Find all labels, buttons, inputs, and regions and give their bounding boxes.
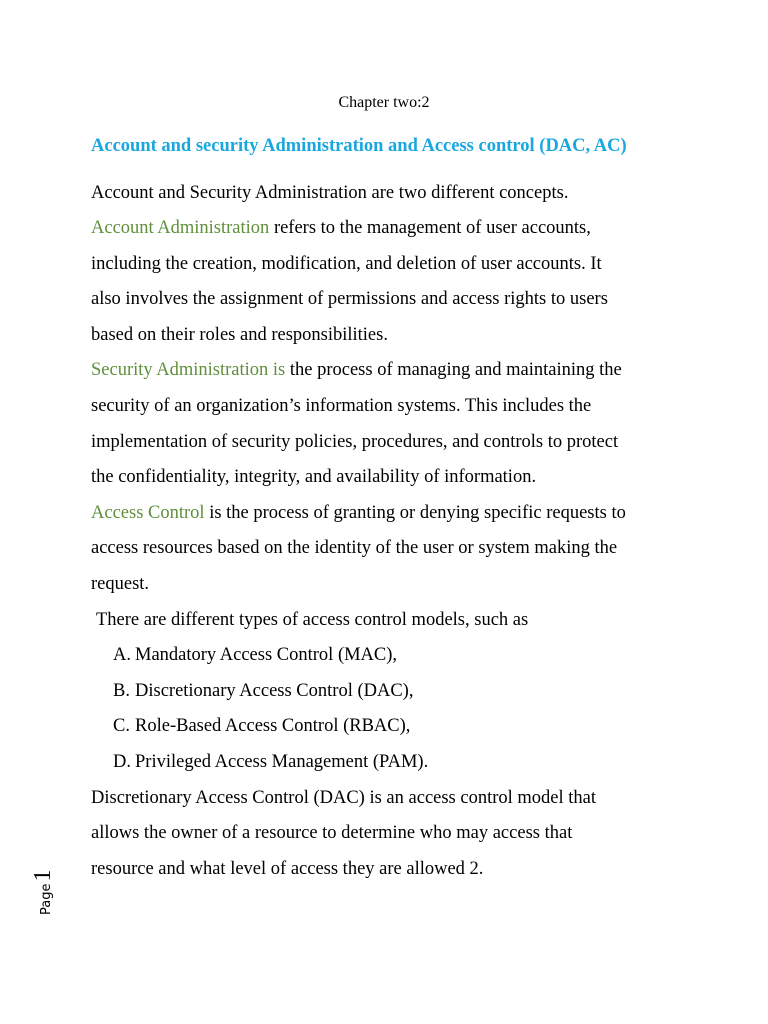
list-letter: B. [113, 680, 130, 701]
account-admin-line-4: based on their roles and responsibilities. [91, 324, 388, 345]
account-admin-line-3: also involves the assignment of permissions and access rights to users [91, 289, 608, 310]
security-admin-line-2: security of an organization’s information systems. This includes the [91, 396, 592, 417]
list-letter: D. [113, 752, 131, 772]
page-number-value: 1 [30, 869, 56, 882]
security-admin-text: the process of managing and maintaining the [285, 360, 622, 381]
account-admin-line-2: including the creation, modification, and deletion of user accounts. It [91, 253, 602, 274]
body-text [91, 176, 691, 888]
dac-line-2: allows the owner of a resource to determine who may access that [91, 823, 573, 844]
list-text: Privileged Access Management (PAM). [135, 752, 429, 772]
dac-line-3: resource and what level of access they are allowed 2. [91, 858, 484, 879]
list-item [91, 674, 691, 710]
dac-line-1: Discretionary Access Control (DAC) is an access control model that [91, 787, 597, 808]
access-control-line-2: access resources based on the identity of the user or system making the [91, 538, 618, 559]
page-number [30, 870, 57, 915]
list-letter: C. [113, 716, 130, 737]
access-control-line-1 [91, 496, 691, 532]
security-admin-line-4: the confidentiality, integrity, and availability of information. [91, 467, 537, 488]
chapter-title: Chapter two:2 [338, 94, 430, 111]
list-text: Discretionary Access Control (DAC), [135, 680, 414, 701]
models-intro: There are different types of access control models, such as [96, 609, 529, 630]
list-item [91, 638, 691, 674]
page-label: Page [39, 883, 54, 915]
list-item [91, 745, 691, 781]
account-admin-term: Account Administration [91, 218, 270, 239]
access-control-text: is the process of granting or denying specific requests to [204, 502, 626, 523]
security-admin-line-1 [91, 353, 691, 389]
security-admin-line-3: implementation of security policies, procedures, and controls to protect [91, 431, 619, 452]
list-text: Role-Based Access Control (RBAC), [135, 716, 411, 737]
security-admin-term: Security Administration is [91, 360, 286, 381]
account-admin-text: refers to the management of user accounts, [269, 218, 591, 239]
intro-line: Account and Security Administration are two different concepts. [91, 182, 569, 203]
list-item [91, 709, 691, 745]
list-letter: A. [113, 645, 131, 666]
account-admin-line-1 [91, 211, 691, 247]
access-control-term: Access Control [91, 502, 205, 523]
access-control-line-3: request. [91, 574, 150, 595]
section-heading: Account and security Administration and Access control (DAC, AC) [91, 136, 627, 156]
list-text: Mandatory Access Control (MAC), [135, 645, 398, 666]
